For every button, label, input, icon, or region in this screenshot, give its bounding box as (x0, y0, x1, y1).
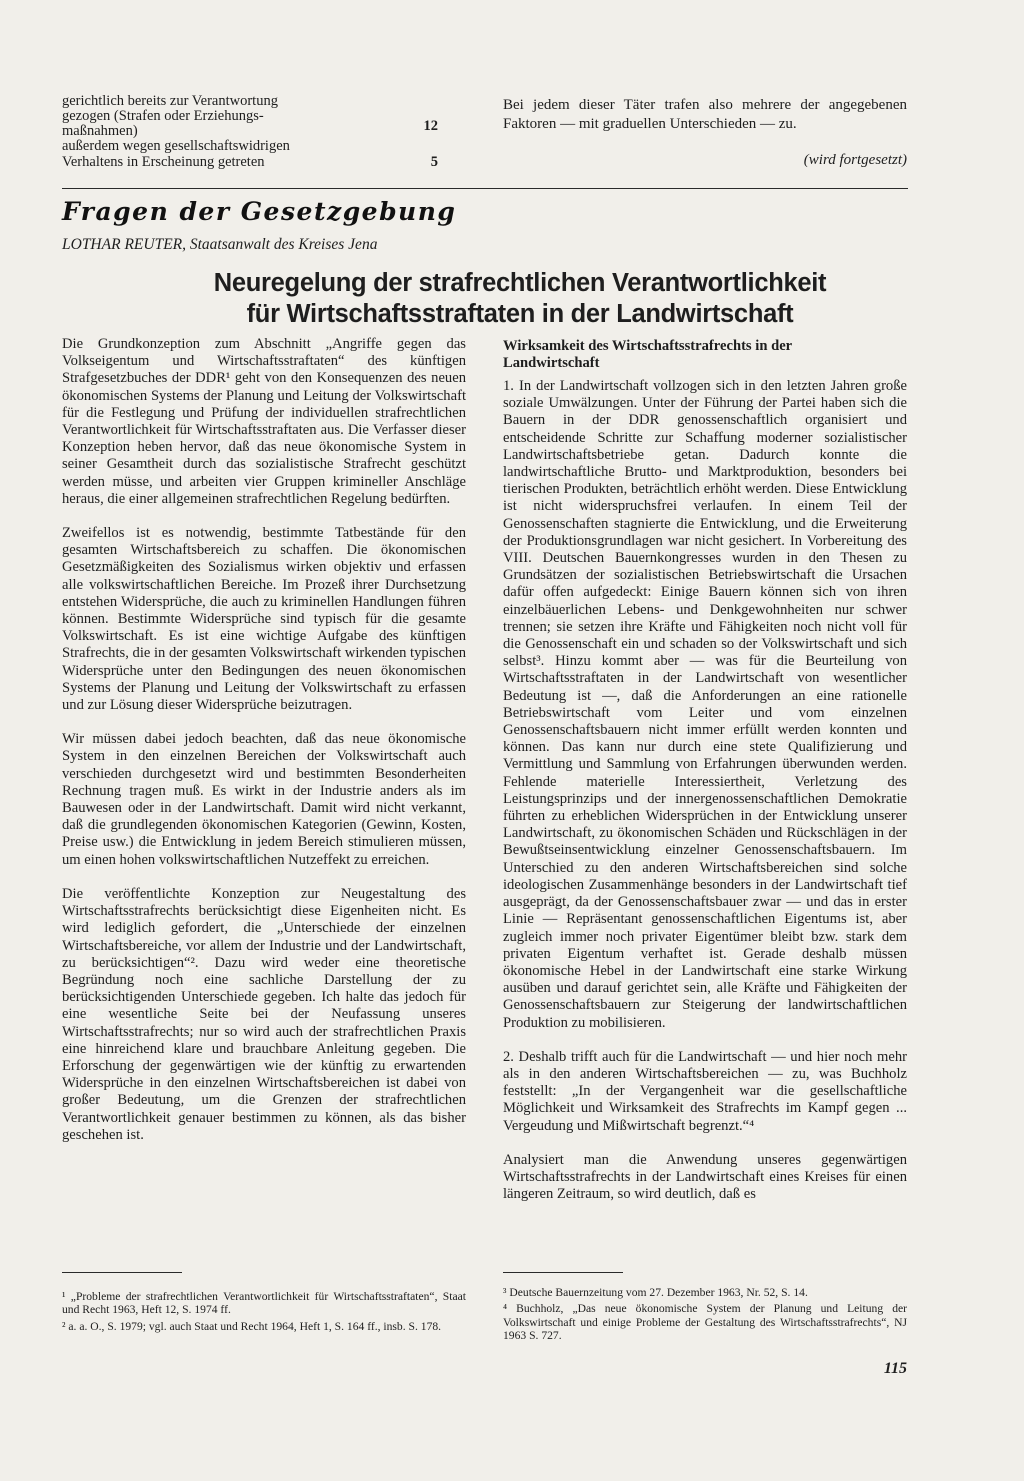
paragraph: Die veröffentlichte Konzeption zur Neugestaltung des Wirtschaftsstrafrechts berücksichtigt diese Eigenheiten nicht. Es wird lediglich gefordert, die „Unterschiede der einzelnen Wirtschaftsbereiche, vor allem der Industrie und der Landwirtschaft, zu berücksichtigen“². Dazu wird weder eine theoretische Begründung noch eine sachliche Darstellung der zu berücksichtigenden Unterschiede gegeben. Ich halte das jedoch für eine wesentliche Seite bei der Neufassung unseres Wirtschaftsstrafrechts; nur so wird auch der strafrechtlichen Praxis eine hinreichend klare und brauchbare Anleitung gegeben. Die Erforschung der gegenwärtigen wie der künftig zu erwartenden Widersprüche in den einzelnen Wirtschaftsbereichen ist dabei von großer Bedeutung, um die Grenzen der strafrechtlichen Verantwortlichkeit genauer bestimmen zu können, als das bisher geschehen ist. (62, 885, 466, 1143)
paragraph: Die Grundkonzeption zum Abschnitt „Angriffe gegen das Volkseigentum und Wirtschaftsstraftaten“ des künftigen Strafgesetzbuches der DDR¹ geht von den Konsequenzen des neuen ökonomischen Systems der Planung und Leitung der Volkswirtschaft für die Festlegung und Prüfung der individuellen strafrechtlichen Verantwortlichkeit für Wirtschaftsstraftaten aus. Die Verfasser dieser Konzeption heben hervor, daß das neue ökonomische System in seiner Gesamtheit durch das sozialistische Strafrecht geschützt werden müsse, und arbeiten vier Gruppen krimineller Anschläge heraus, die einer allgemeinen strafrechtlichen Regelung bedürften. (62, 336, 466, 507)
footnote-rule-left (62, 1272, 182, 1273)
footnotes-left (62, 1290, 466, 1336)
footnote: ² a. a. O., S. 1979; vgl. auch Staat und Recht 1964, Heft 1, S. 164 ff., insb. S. 178. (62, 1319, 442, 1333)
author-line: LOTHAR REUTER, Staatsanwalt des Kreises Jena (62, 236, 378, 253)
table-line: außerdem wegen gesellschaftswidrigen (62, 138, 290, 155)
continuation-text: Bei jedem dieser Täter trafen also mehrere der angegebenen Faktoren — mit graduellen Unterschieden — zu. (503, 97, 907, 132)
page-number: 115 (883, 1360, 907, 1377)
continued-note: (wird fortgesetzt) (803, 152, 907, 168)
headline-line-1: Neuregelung der strafrechtlichen Verantwortlichkeit (213, 269, 827, 297)
footnote: ³ Deutsche Bauernzeitung vom 27. Dezember 1963, Nr. 52, S. 14. (503, 1286, 808, 1299)
table-line: gerichtlich bereits zur Verantwortung (62, 93, 278, 109)
subheading: Wirksamkeit des Wirtschaftsstrafrechts in der Landwirtschaft (503, 338, 792, 371)
footnotes-right (503, 1286, 907, 1346)
paragraph: Wir müssen dabei jedoch beachten, daß das neue ökonomische System in den einzelnen Bereichen der Volkswirtschaft auch verschieden durchgesetzt wird und bestimmten Besonderheiten Rechnung tragen muß. Es wirkt in der Industrie anders als im Bauwesen oder in der Landwirtschaft. Damit wird nicht verkannt, daß die grundlegenden ökonomischen Kategorien (Gewinn, Kosten, Preise usw.) die Entwicklung in jedem Bereich stimulieren müssen, um einen hohen volkswirtschaftlichen Nutzeffekt zu erreichen. (62, 731, 466, 868)
table-value: 5 (430, 153, 438, 170)
table-line: gezogen (Strafen oder Erziehungs- (62, 108, 264, 125)
top-table (62, 94, 438, 170)
article-headline (140, 268, 900, 330)
right-column (503, 338, 907, 1220)
footnote: ¹ „Probleme der strafrechtlichen Verantwortlichkeit für Wirtschaftsstraftaten“, Staat und Recht 1963, Heft 12, S. 1974 ff. (62, 1290, 466, 1317)
footnote: ⁴ Buchholz, „Das neue ökonomische System der Planung und Leitung der Volkswirtschaft und einige Probleme der Gestaltung des Wirtschaftsstrafrechts“, NJ 1963 S. 727. (503, 1302, 907, 1343)
table-row (62, 155, 438, 170)
headline-line-2: für Wirtschaftsstraftaten in der Landwirtschaft (246, 300, 794, 328)
table-line: Verhaltens in Erscheinung getreten (62, 153, 265, 170)
paragraph: Zweifellos ist es notwendig, bestimmte Tatbestände für den gesamten Wirtschaftsbereich zu schaffen. Die ökonomischen Gesetzmäßigkeiten des Sozialismus wirken objektiv und erfassen alle volkswirtschaftlichen Bereiche. Im Prozeß ihrer Durchsetzung entstehen Widersprüche, die auch zu kriminellen Handlungen führen können. Bestimmte Widersprüche sind typisch für die gesamte Volkswirtschaft. Es ist eine wichtige Aufgabe des künftigen Strafrechts, die in der gesamten Volkswirtschaft wirkenden typischen Widersprüche unter den Bedingungen des neuen ökonomischen Systems der Planung und Leitung der Volkswirtschaft zu erfassen und zur Lösung dieser Widersprüche beizutragen. (62, 525, 466, 714)
table-value: 12 (423, 118, 438, 135)
paragraph: 2. Deshalb trifft auch für die Landwirtschaft — und hier noch mehr als in den anderen Wirtschaftsbereichen — zu, was Buchholz feststellt: „In der Vergangenheit war die gesellschaftliche Möglichkeit und Wirksamkeit des Strafrechts im Kampf gegen ... Vergeudung und Mißwirtschaft begrenzt.“⁴ (503, 1048, 907, 1134)
section-title: Fragen der Gesetzgebung (62, 197, 457, 226)
left-column (62, 336, 466, 1161)
top-right-text (503, 96, 907, 133)
paragraph: Analysiert man die Anwendung unseres gegenwärtigen Wirtschaftsstrafrechts in der Landwirtschaft eines Kreises für einen längeren Zeitraum, so wird deutlich, daß es (503, 1151, 907, 1203)
table-line: maßnahmen) (62, 123, 138, 140)
table-row (62, 118, 438, 140)
footnote-rule-right (503, 1272, 623, 1273)
paragraph: 1. In der Landwirtschaft vollzogen sich in den letzten Jahren große soziale Umwälzungen. Unter der Führung der Partei haben sich die Bauern in der DDR genossenschaftlich organisiert und entscheidende Schritte zur Schaffung moderner sozialistischer Landwirtschaftsbetriebe getan. Dadurch konnte die landwirtschaftliche Brutto- und Marktproduktion, besonders bei tierischen Produkten, beträchtlich erhöht werden. Diese Entwicklung ist nicht widerspruchsfrei verlaufen. In einem Teil der Genossenschaften stagnierte die Entwicklung, und die Erweiterung der Produktionsgrundlagen war nicht gesichert. In Vorbereitung des VIII. Deutschen Bauernkongresses wurden in den Thesen zu Grundsätzen der sozialistischen Betriebswirtschaft die Ursachen dafür offen aufgedeckt: Einige Bauern können sich von ihren einzelbäuerlichen Lebens- und Denkgewohnheiten nur schwer trennen; sie setzen ihre Kräfte und Fähigkeiten noch nicht voll für die Genossenschaft ein und schaden so der Volkswirtschaft und sich selbst³. Hinzu kommt aber — was für die Beurteilung von Wirtschaftsstraftaten in der Landwirtschaft von wesentlicher Bedeutung ist —, daß die Anforderungen an eine rationelle Betriebswirtschaft vom Leiter und vom einzelnen Genossenschaftsbauern nicht immer erfüllt werden konnten und können. Das kann nur durch eine stete Qualifizierung und Vermittlung und Sammlung von Erfahrungen überwunden werden. Fehlende materielle Interessiertheit, Verletzung des Leistungsprinzips und der innergenossenschaftlichen Demokratie führten zu erheblichen Widersprüchen in der Entwicklung unserer Landwirtschaft, zu ökonomischen Schäden und Rückschlägen in der Bewußtseinsentwicklung einzelner Genossenschaftsbauern. Im Unterschied zu den anderen Wirtschaftsbereichen sind solche ideologischen Zusammenhänge besonders in der Landwirtschaft tief ausgeprägt, da der Genossenschaftsbauer zwar — und das in erster Linie — Repräsentant genossenschaftlichen Eigentums ist, aber zugleich immer noch privater Eigentümer bleibt bzw. stark dem privaten Eigentum verhaftet ist. Gerade deshalb müssen ökonomische Hebel in der Landwirtschaft eine starke Wirkung ausüben und darauf gerichtet sein, alle Kräfte und Fähigkeiten der Genossenschaftsbauern zur Steigerung der landwirtschaftlichen Produktion zu mobilisieren. (503, 378, 907, 1031)
section-divider (62, 188, 908, 189)
